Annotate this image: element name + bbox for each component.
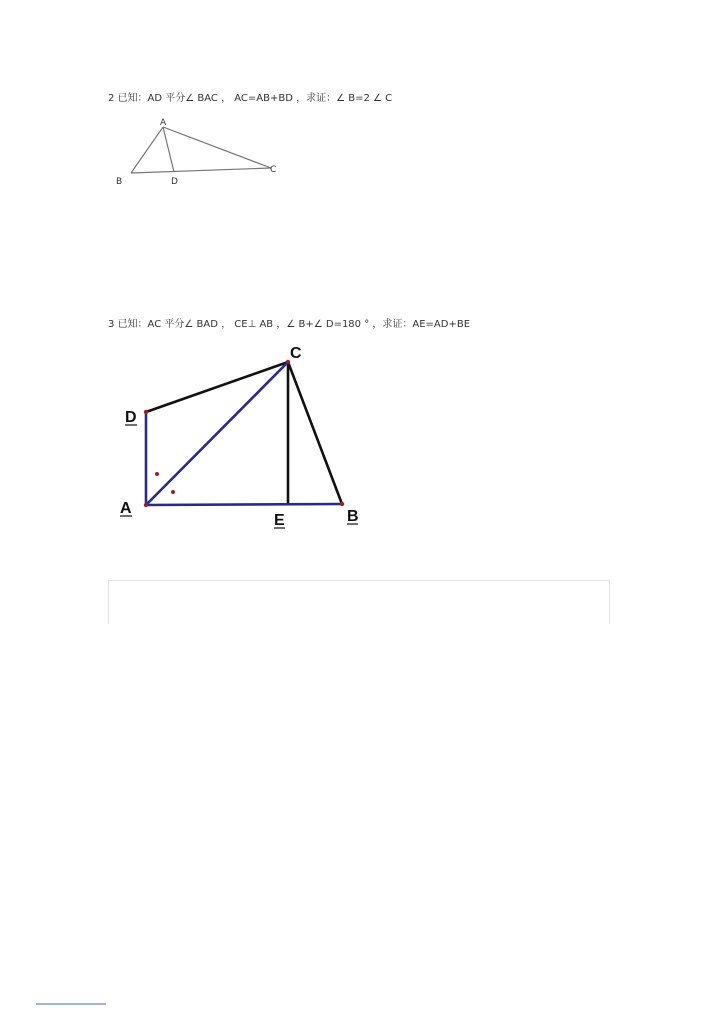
footer-line bbox=[36, 1003, 106, 1005]
label-c: C bbox=[270, 165, 277, 175]
label-b: B bbox=[116, 177, 123, 187]
segment-ab bbox=[131, 127, 163, 173]
label-c3: C bbox=[290, 345, 302, 362]
label-b3: B bbox=[347, 508, 359, 525]
point-d bbox=[144, 410, 148, 414]
problem-2-statement: 2 已知：AD 平分∠ BAC ， AC=AB+BD ，求证：∠ B=2 ∠ C bbox=[108, 93, 393, 104]
label-d3: D bbox=[125, 409, 137, 426]
segment-cb bbox=[288, 362, 342, 504]
problem-3-figure bbox=[120, 345, 359, 529]
angle-mark-2 bbox=[171, 490, 175, 494]
answer-area bbox=[108, 580, 610, 624]
label-a3: A bbox=[120, 500, 132, 517]
segment-ad bbox=[163, 127, 174, 172]
label-d: D bbox=[171, 177, 178, 187]
point-a bbox=[144, 503, 148, 507]
segment-ac-diagonal bbox=[146, 362, 288, 505]
segment-ac bbox=[163, 127, 271, 168]
segment-dc bbox=[146, 362, 288, 412]
point-b bbox=[340, 502, 344, 506]
segment-ab-base bbox=[146, 504, 342, 505]
label-e3: E bbox=[274, 512, 285, 529]
problem-2-figure bbox=[116, 118, 276, 187]
problem-3-statement: 3 已知：AC 平分∠ BAD ， CE⊥ AB ，∠ B+∠ D=180 ° ，求证：AE=AD+BE bbox=[108, 319, 471, 330]
angle-mark-1 bbox=[155, 472, 159, 476]
label-a: A bbox=[160, 118, 167, 128]
segment-bc bbox=[131, 168, 271, 173]
